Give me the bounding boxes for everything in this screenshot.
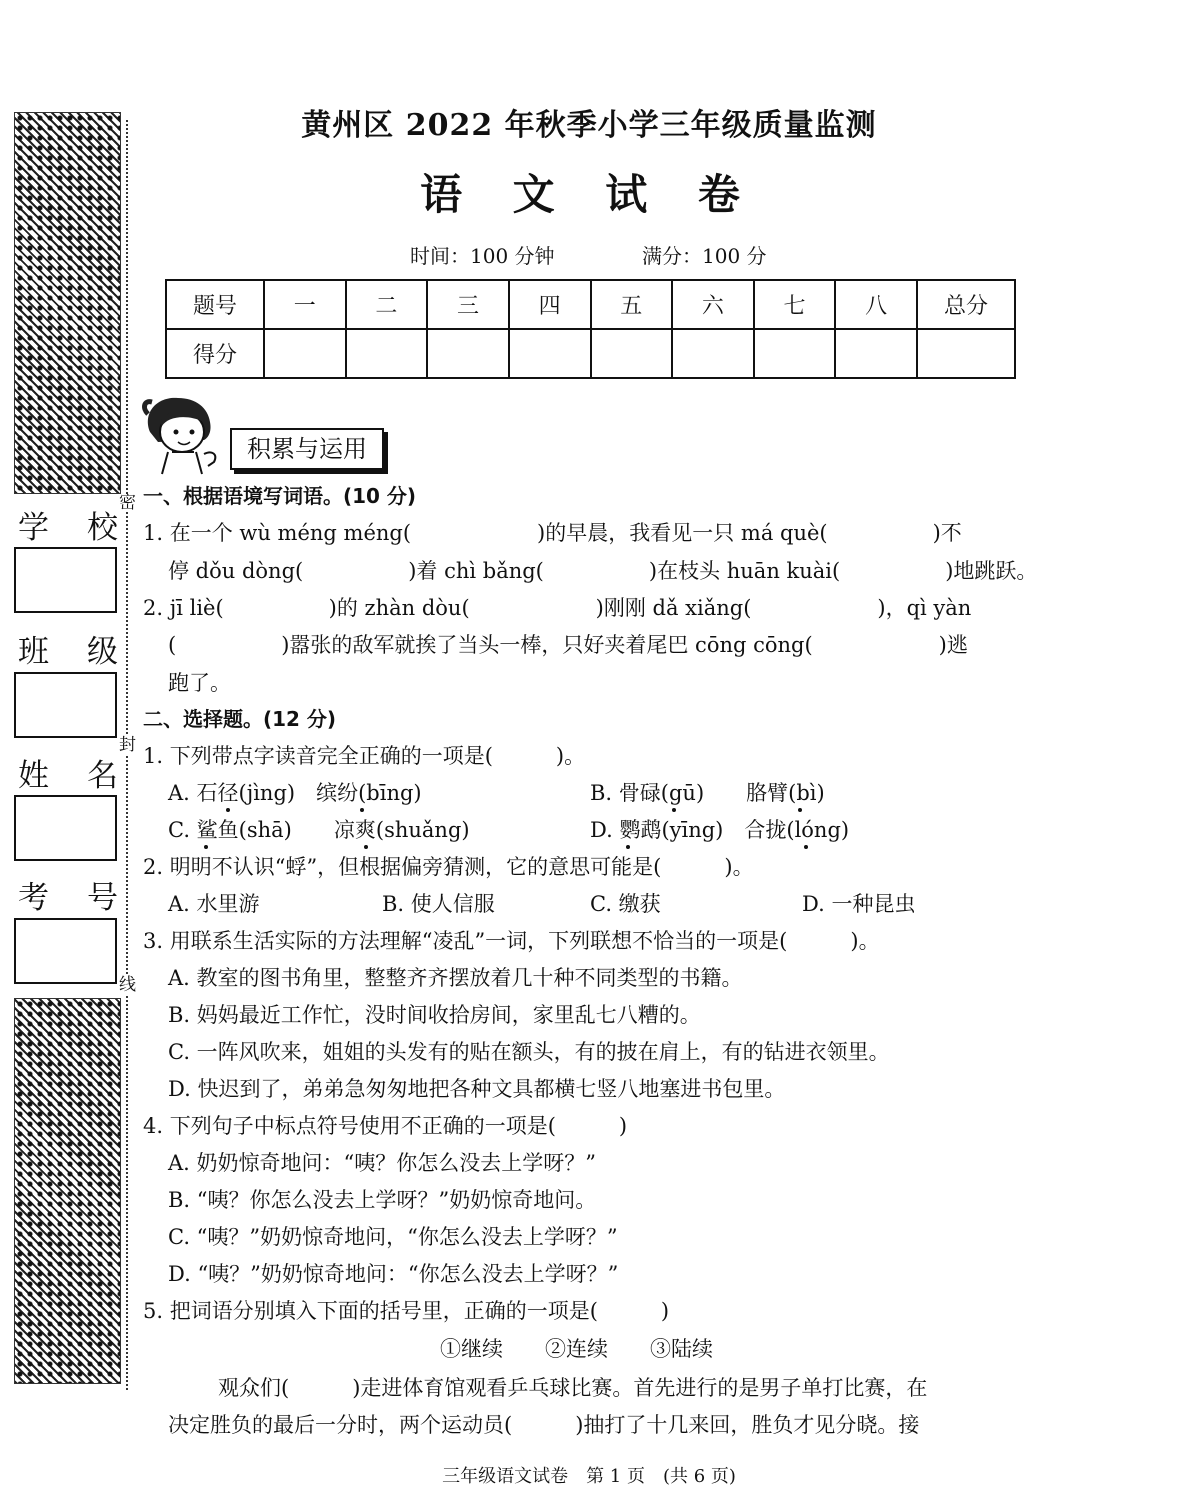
table-cell: 五 xyxy=(591,280,673,329)
exam-time: 时间：100 分钟 xyxy=(410,244,555,268)
q1-heading: 一、根据语境写词语。(10 分) xyxy=(143,484,417,508)
q1-line-2: 停 dǒu dòng( )着 chì bǎng( )在枝头 huān kuài( )地跳跃。 xyxy=(168,559,1038,583)
score-cell[interactable] xyxy=(509,329,591,378)
q2-item-4-option-a: A. 奶奶惊奇地问：“咦？你怎么没去上学呀？” xyxy=(168,1151,596,1175)
q2-item-5-word-options: ①继续 ②连续 ③陆续 xyxy=(440,1337,713,1361)
score-table-header-row xyxy=(166,280,1015,329)
exam-title: 黄州区 2022 年秋季小学三年级质量监测 xyxy=(301,108,877,143)
q2-item-2: 2. 明明不认识“蜉”，但根据偏旁猜测，它的意思可能是( )。 xyxy=(143,855,754,879)
q2-item-4-option-c: C. “咦？”奶奶惊奇地问，“你怎么没去上学呀？” xyxy=(168,1225,618,1249)
q2-item-3-option-d: D. 快迟到了，弟弟急匆匆地把各种文具都横七竖八地塞进书包里。 xyxy=(168,1077,786,1101)
emphasis-dot xyxy=(360,808,364,812)
table-cell: 题号 xyxy=(166,280,264,329)
q1-line-5: 跑了。 xyxy=(168,671,231,695)
q2-item-5-passage-line-2: 决定胜负的最后一分时，两个运动员( )抽打了十几来回，胜负才见分晓。接 xyxy=(168,1413,920,1437)
girl-illustration xyxy=(138,392,230,476)
table-cell: 六 xyxy=(672,280,754,329)
emphasis-dot xyxy=(626,845,630,849)
table-cell: 二 xyxy=(346,280,428,329)
q2-item-1-option-d: D. 鹦鹉(yīng) 合拢(lóng) xyxy=(590,818,850,842)
q2-item-1: 1. 下列带点字读音完全正确的一项是( )。 xyxy=(143,744,586,768)
q2-item-3-option-a: A. 教室的图书角里，整整齐齐摆放着几十种不同类型的书籍。 xyxy=(168,966,743,990)
school-field[interactable] xyxy=(14,547,117,613)
score-cell[interactable] xyxy=(346,329,428,378)
score-cell[interactable] xyxy=(835,329,917,378)
q2-item-1-option-b: B. 骨碌(gū) 胳臂(bì) xyxy=(590,781,825,805)
q2-item-3-option-b: B. 妈妈最近工作忙，没时间收拾房间，家里乱七八糟的。 xyxy=(168,1003,701,1027)
q1-line-3: 2. jī liè( )的 zhàn dòu( )刚刚 dǎ xiǎng( )，qì yàn xyxy=(143,596,972,620)
table-cell: 七 xyxy=(754,280,836,329)
exam-subtitle: 语 文 试 卷 xyxy=(420,170,758,219)
table-cell: 总分 xyxy=(917,280,1015,329)
page-footer: 三年级语文试卷 第 1 页 (共 6 页) xyxy=(442,1466,736,1487)
emphasis-dot xyxy=(672,808,676,812)
score-table-score-row xyxy=(166,329,1015,378)
binding-char-mi: 密 xyxy=(119,493,136,513)
school-label: 学 校 xyxy=(18,510,118,546)
exam-number-field[interactable] xyxy=(14,918,117,984)
table-cell: 八 xyxy=(835,280,917,329)
class-label: 班 级 xyxy=(18,634,118,670)
class-field[interactable] xyxy=(14,672,117,738)
exam-number-label: 考 号 xyxy=(18,880,118,916)
emphasis-dot xyxy=(226,808,230,812)
q2-item-1-option-c: C. 鲨鱼(shā) 凉爽(shuǎng) xyxy=(168,818,470,842)
binding-cut-line xyxy=(126,120,128,1390)
q2-item-1-option-a: A. 石径(jìng) 缤纷(bīng) xyxy=(168,781,422,805)
score-cell[interactable] xyxy=(917,329,1015,378)
q2-item-3-option-c: C. 一阵风吹来，姐姐的头发有的贴在额头，有的披在肩上，有的钻进衣领里。 xyxy=(168,1040,890,1064)
q2-item-4-option-b: B. “咦？你怎么没去上学呀？”奶奶惊奇地问。 xyxy=(168,1188,597,1212)
name-label: 姓 名 xyxy=(18,758,118,794)
score-cell[interactable] xyxy=(427,329,509,378)
q2-item-2-option-a: A. 水里游 xyxy=(168,892,260,916)
q2-item-5-passage-line-1: 观众们( )走进体育馆观看乒乓球比赛。首先进行的是男子单打比赛，在 xyxy=(218,1376,928,1400)
q2-item-4-option-d: D. “咦？”奶奶惊奇地问：“你怎么没去上学呀？” xyxy=(168,1262,619,1286)
q1-line-4: ( )嚣张的敌军就挨了当头一棒，只好夹着尾巴 cōng cōng( )逃 xyxy=(168,633,968,657)
table-cell: 三 xyxy=(427,280,509,329)
binding-char-xian: 线 xyxy=(119,975,136,995)
q2-item-2-option-b: B. 使人信服 xyxy=(382,892,495,916)
emphasis-dot xyxy=(204,845,208,849)
score-cell[interactable] xyxy=(754,329,836,378)
table-cell: 一 xyxy=(264,280,346,329)
table-cell: 四 xyxy=(509,280,591,329)
score-cell[interactable] xyxy=(672,329,754,378)
emphasis-dot xyxy=(804,845,808,849)
q2-heading: 二、选择题。(12 分) xyxy=(143,707,337,731)
section-banner: 积累与运用 xyxy=(230,428,384,470)
name-field[interactable] xyxy=(14,795,117,861)
emphasis-dot xyxy=(798,808,802,812)
binding-char-feng: 封 xyxy=(119,735,136,755)
q2-item-2-option-c: C. 缴获 xyxy=(590,892,661,916)
emphasis-dot xyxy=(364,845,368,849)
q2-item-4: 4. 下列句子中标点符号使用不正确的一项是( ) xyxy=(143,1114,628,1138)
table-cell: 得分 xyxy=(166,329,264,378)
binding-pattern-bottom xyxy=(14,998,121,1384)
score-cell[interactable] xyxy=(264,329,346,378)
exam-full-score: 满分：100 分 xyxy=(642,244,767,268)
score-cell[interactable] xyxy=(591,329,673,378)
q1-line-1: 1. 在一个 wù méng méng( )的早晨，我看见一只 má què( )不 xyxy=(143,521,962,545)
q2-item-2-option-d: D. 一种昆虫 xyxy=(802,892,916,916)
q2-item-5: 5. 把词语分别填入下面的括号里，正确的一项是( ) xyxy=(143,1299,670,1323)
q2-item-3: 3. 用联系生活实际的方法理解“凌乱”一词，下列联想不恰当的一项是( )。 xyxy=(143,929,880,953)
score-table xyxy=(165,279,1016,379)
